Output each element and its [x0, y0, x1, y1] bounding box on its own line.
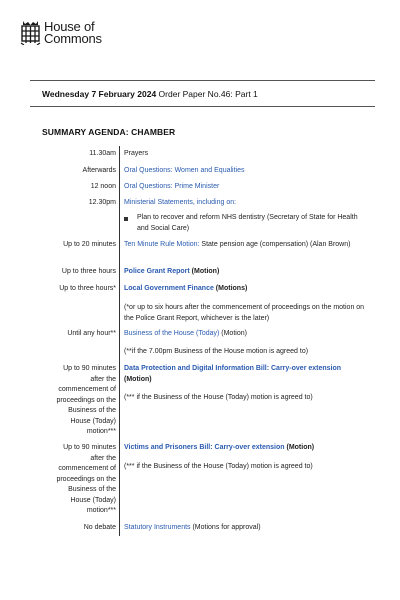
agenda-link-business-of-house[interactable]: Business of the House (Today): [124, 330, 220, 337]
agenda-item-business-of-house: [124, 329, 369, 340]
logo-line-2: Commons: [44, 31, 102, 46]
agenda-item-data-protection: [124, 364, 369, 385]
agenda-link-ministerial-statements[interactable]: Ministerial Statements, including on:: [124, 199, 237, 206]
agenda-item-statutory-instruments: [124, 523, 369, 534]
time-label: 11.30am: [89, 150, 116, 157]
agenda-link-women-equalities[interactable]: Oral Questions: Women and Equalities: [124, 167, 245, 174]
agenda-item-prayers: Prayers: [124, 150, 149, 157]
time-label: Up to three hours: [61, 268, 116, 275]
agenda-link-statutory-instruments[interactable]: Statutory Instruments: [124, 524, 191, 531]
time-label: 12.30pm: [88, 199, 116, 206]
agenda-heading: SUMMARY AGENDA: CHAMBER: [42, 127, 176, 137]
bullet-square-icon: [124, 217, 128, 221]
bottom-rule: [30, 106, 375, 107]
agenda-note: (*** if the Business of the House (Today) motion is agreed to): [124, 463, 313, 470]
agenda-item-suffix: (Motions): [213, 285, 248, 292]
time-label: Until any hour**: [67, 330, 116, 337]
agenda-note: (*or up to six hours after the commencement of proceedings on the motion on the Police Grant Report, whichever is the later): [124, 304, 365, 322]
agenda-item-victims-prisoners: [124, 443, 369, 454]
time-label: 12 noon: [90, 183, 116, 190]
agenda-item-suffix: (Motions for approval): [190, 524, 261, 531]
agenda-item-suffix: (Motion): [219, 330, 247, 337]
agenda-item-police-grant: [124, 267, 369, 278]
house-of-commons-logo: [20, 21, 102, 45]
time-label: Afterwards: [82, 167, 116, 174]
time-label: No debate: [83, 524, 116, 531]
agenda-link-local-government[interactable]: Local Government Finance: [124, 285, 214, 292]
agenda-note: (**if the 7.00pm Business of the House motion is agreed to): [124, 348, 309, 355]
top-rule: [30, 80, 375, 81]
agenda-link-police-grant[interactable]: Police Grant Report: [124, 268, 190, 275]
agenda-item-local-government: [124, 284, 369, 295]
agenda-link-victims-prisoners[interactable]: Victims and Prisoners Bill: Carry-over extension: [124, 444, 285, 451]
agenda-item-suffix: (Motion): [124, 375, 152, 383]
statement-bullet: [124, 213, 369, 234]
sitting-date: Wednesday 7 February 2024: [42, 89, 157, 99]
order-paper-number: Order Paper No.46: Part 1: [156, 89, 258, 99]
statement-text: Plan to recover and reform NHS dentistry (Secretary of State for Health and Social Care): [137, 214, 358, 232]
portcullis-icon: [20, 21, 41, 45]
agenda-item-ten-minute-rule: [124, 240, 369, 251]
time-label: Up to 20 minutes: [63, 241, 116, 248]
time-label: Up to 90 minutes after the commencement of proceedings on the Business of the House (Today) motion***: [56, 444, 116, 514]
order-paper-title: [42, 89, 258, 99]
column-divider: [119, 146, 120, 536]
logo-line-1: House of: [44, 19, 95, 34]
agenda-item-suffix: (Motion): [284, 444, 315, 451]
agenda-link-prime-minister[interactable]: Oral Questions: Prime Minister: [124, 183, 220, 190]
agenda-item-suffix: State pension age (compensation) (Alan Brown): [199, 241, 351, 248]
agenda-link-ten-minute-rule[interactable]: Ten Minute Rule Motion:: [124, 241, 200, 248]
agenda-link-data-protection[interactable]: Data Protection and Digital Information Bill: Carry-over extension: [124, 365, 342, 372]
time-label: Up to 90 minutes after the commencement of proceedings on the Business of the House (Today) motion***: [56, 365, 116, 435]
agenda-note: (*** if the Business of the House (Today) motion is agreed to): [124, 394, 313, 401]
time-label: Up to three hours*: [59, 285, 116, 292]
agenda-item-suffix: (Motion): [189, 268, 220, 275]
